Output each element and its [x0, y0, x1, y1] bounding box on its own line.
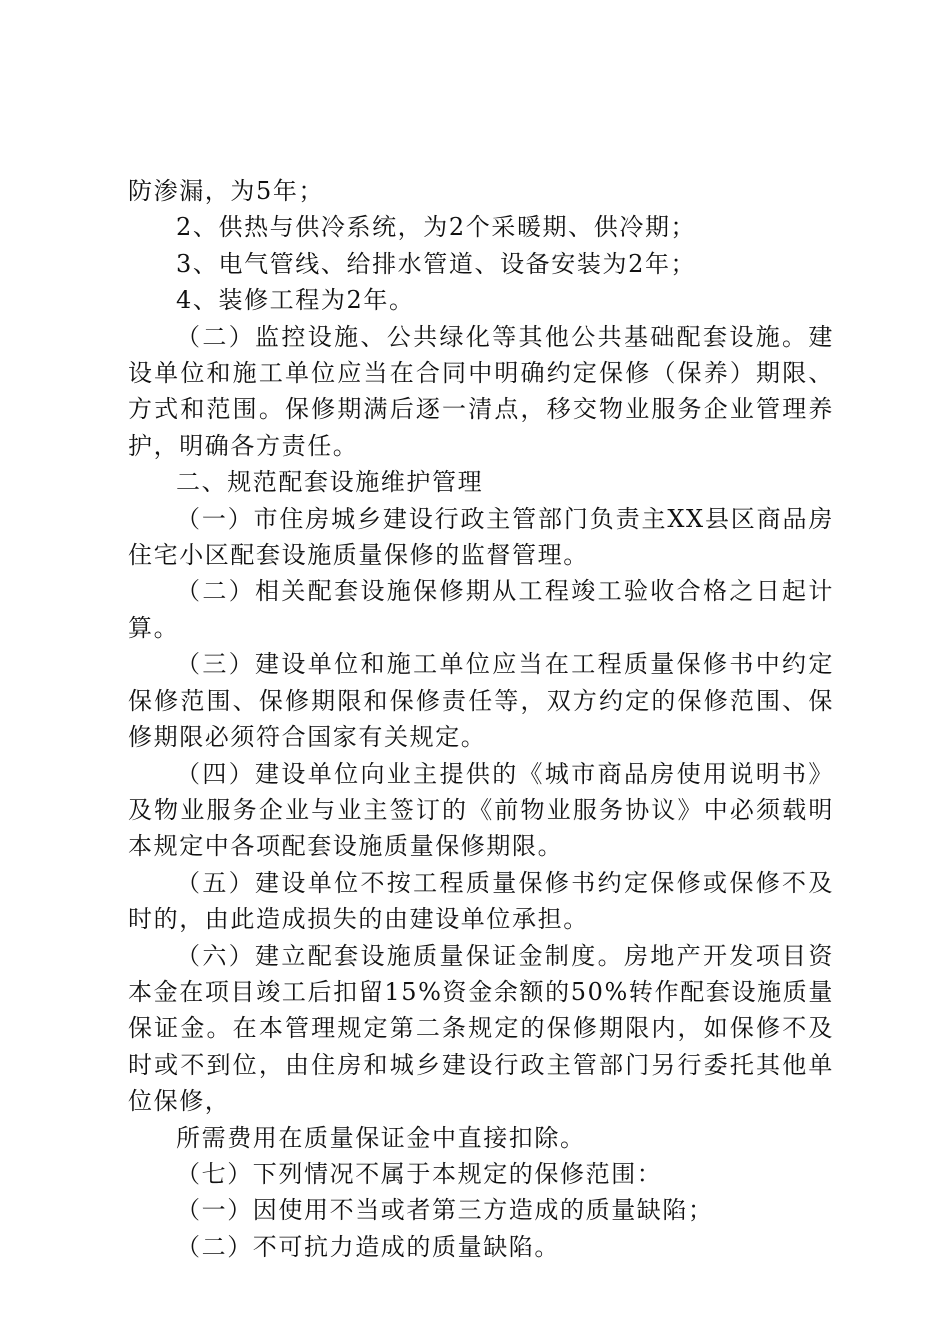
paragraph: （一）市住房城乡建设行政主管部门负责主XX县区商品房住宅小区配套设施质量保修的监督管理。 — [128, 504, 834, 570]
paragraph: （五）建设单位不按工程质量保修书约定保修或保修不及时的，由此造成损失的由建设单位承担。 — [128, 868, 834, 934]
paragraph: （二）监控设施、公共绿化等其他公共基础配套设施。建设单位和施工单位应当在合同中明确约定保修（保养）期限、方式和范围。保修期满后逐一清点，移交物业服务企业管理养护，明确各方责任。 — [128, 322, 834, 460]
list-item: （二）不可抗力造成的质量缺陷。 — [176, 1232, 560, 1261]
list-item: 4、装修工程为2年。 — [176, 286, 415, 315]
list-item: 3、电气管线、给排水管道、设备安装为2年； — [176, 249, 697, 278]
paragraph: （六）建立配套设施质量保证金制度。房地产开发项目资本金在项目竣工后扣留15%资金余额的50%转作配套设施质量保证金。在本管理规定第二条规定的保修期限内，如保修不及时或不到位，由住房和城乡建设行政主管部门另行委托其他单位保修， — [128, 941, 834, 1116]
paragraph: （二）相关配套设施保修期从工程竣工验收合格之日起计算。 — [128, 577, 834, 642]
paragraph: （三）建设单位和施工单位应当在工程质量保修书中约定保修范围、保修期限和保修责任等，双方约定的保修范围、保修期限必须符合国家有关规定。 — [128, 650, 834, 752]
list-item: 2、供热与供冷系统，为2个采暖期、供冷期； — [176, 213, 697, 242]
section-heading: 二、规范配套设施维护管理 — [176, 468, 484, 497]
paragraph: （四）建设单位向业主提供的《城市商品房使用说明书》及物业服务企业与业主签订的《前物业服务协议》中必须载明本规定中各项配套设施质量保修期限。 — [128, 759, 834, 861]
paragraph: （七）下列情况不属于本规定的保修范围： — [176, 1159, 663, 1188]
list-item: （一）因使用不当或者第三方造成的质量缺陷； — [176, 1196, 714, 1225]
paragraph-continuation: 防渗漏，为5年； — [128, 177, 325, 205]
paragraph: 所需费用在质量保证金中直接扣除。 — [176, 1123, 586, 1152]
document-body — [128, 173, 834, 1265]
